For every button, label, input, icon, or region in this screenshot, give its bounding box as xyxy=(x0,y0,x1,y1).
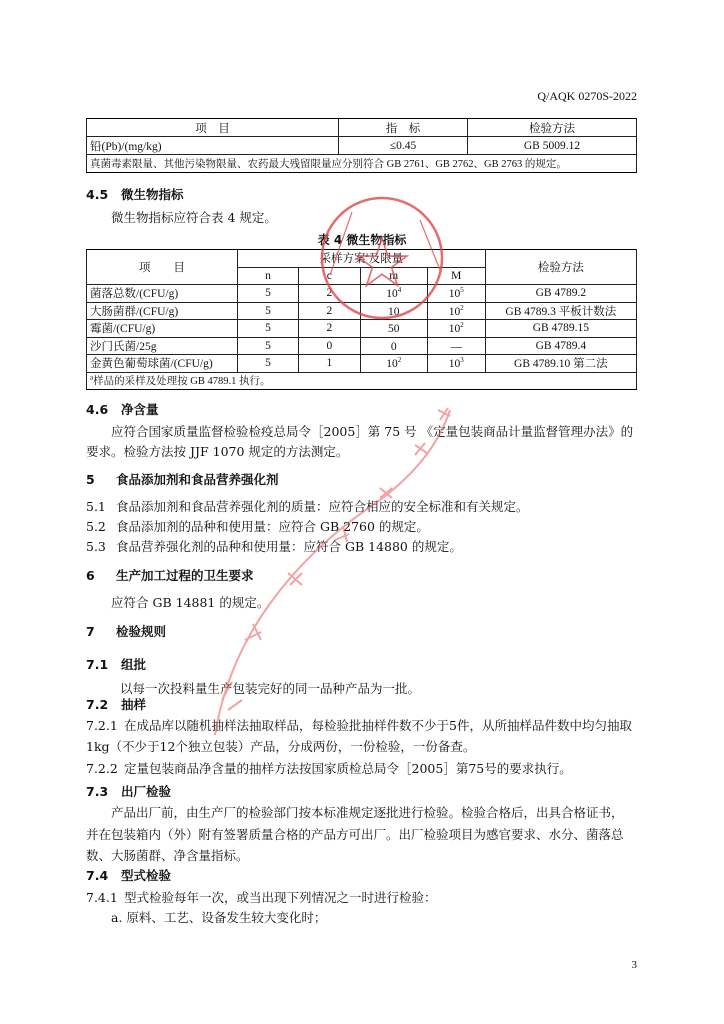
table-row: 霉菌/(CFU/g) 5 2 50 $10^2$ GB 4789.15 xyxy=(87,320,637,338)
section-5-3: 5.3 食品营养强化剂的品种和使用量：应符合 GB 14880 的规定。 xyxy=(86,539,462,554)
table-row: 菌落总数/(CFU/g) 5 2 $10^4$ $10^5$ GB 4789.2 xyxy=(87,285,637,303)
table-header: 检验方法 xyxy=(485,250,636,285)
section-7-3-line3: 数、大肠菌群、净含量指标。 xyxy=(86,848,249,863)
table-header: m xyxy=(360,267,427,285)
table-header: c xyxy=(299,267,360,285)
table-4 xyxy=(86,249,637,390)
table-header: 项 目 xyxy=(87,119,339,137)
section-4-6-heading: 4.6 净含量 xyxy=(86,402,159,417)
section-7-3-line1: 产品出厂前，由生产厂的检验部门按本标准规定逐批进行检验。检验合格后，出具合格证书， xyxy=(111,805,624,820)
section-5-heading: 5 食品添加剂和食品营养强化剂 xyxy=(86,472,279,487)
table-note: 真菌毒素限量、其他污染物限量、农药最大残留限量应分别符合 GB 2761、GB 2762、GB 2763 的规定。 xyxy=(87,155,637,173)
section-6-text: 应符合 GB 14881 的规定。 xyxy=(111,595,270,610)
table-header: 项 目 xyxy=(87,250,238,285)
table-3-continued xyxy=(86,118,637,173)
table-cell: 铅(Pb)/(mg/kg) xyxy=(87,137,339,155)
table-header: 采样方案$^a$及限量 xyxy=(237,250,485,268)
section-6-heading: 6 生产加工过程的卫生要求 xyxy=(86,568,254,583)
table-header: M xyxy=(427,267,485,285)
table-row: 沙门氏菌/25g 5 0 0 — GB 4789.4 xyxy=(87,337,637,355)
table-header: 指 标 xyxy=(339,119,468,137)
section-5-1: 5.1 食品添加剂和食品营养强化剂的质量：应符合相应的安全标准和有关规定。 xyxy=(86,499,529,514)
section-7-4-1: 7.4.1 型式检验每年一次，或当出现下列情况之一时进行检验： xyxy=(86,890,437,905)
section-7-2-heading: 7.2 抽样 xyxy=(86,697,147,712)
section-7-2-2: 7.2.2 定量包装商品净含量的抽样方法按国家质检总局令［2005］第75号的要求执行。 xyxy=(86,761,572,776)
table-row xyxy=(87,137,637,155)
section-7-heading: 7 检验规则 xyxy=(86,624,167,639)
page-number: 3 xyxy=(631,959,637,971)
table-note: $^a$样品的采样及处理按 GB 4789.1 执行。 xyxy=(87,372,637,390)
section-7-3-line2: 并在包装箱内（外）附有签署质量合格的产品方可出厂。出厂检验项目为感官要求、水分、菌落总 xyxy=(86,827,624,842)
section-7-4-heading: 7.4 型式检验 xyxy=(86,868,172,883)
section-7-1-heading: 7.1 组批 xyxy=(86,657,147,672)
section-4-5-text: 微生物指标应符合表 4 规定。 xyxy=(111,210,277,225)
table-cell: GB 5009.12 xyxy=(468,137,637,155)
section-7-1-text: 以每一次投料量生产包装完好的同一品种产品为一批。 xyxy=(120,681,421,696)
table-row: 金黄色葡萄球菌/(CFU/g) 5 1 $10^2$ $10^3$ GB 4789.10 第二法 xyxy=(87,355,637,373)
table-header: 检验方法 xyxy=(468,119,637,137)
section-4-6-text-line2: 要求。检验方法按 JJF 1070 规定的方法测定。 xyxy=(86,444,349,459)
section-4-6-text-line1: 应符合国家质量监督检验检疫总局令［2005］第 75 号 《定量包装商品计量监督管理办法》的 xyxy=(111,424,634,439)
section-5-2: 5.2 食品添加剂的品种和使用量：应符合 GB 2760 的规定。 xyxy=(86,519,429,534)
document-code: Q/AQK 0270S-2022 xyxy=(537,89,637,103)
list-item-a: a. 原料、工艺、设备发生较大变化时； xyxy=(111,910,327,925)
table-row: 大肠菌群/(CFU/g) 5 2 10 $10^2$ GB 4789.3 平板计数法 xyxy=(87,302,637,320)
table-4-caption: 表 4 微生物指标 xyxy=(317,233,407,247)
section-7-2-1-line1: 7.2.1 在成品库以随机抽样法抽取样品，每检验批抽样件数不少于5件，从所抽样品件数中均匀抽取 xyxy=(86,718,632,733)
table-header: n xyxy=(237,267,298,285)
section-4-5-heading: 4.5 微生物指标 xyxy=(86,187,184,202)
section-7-3-heading: 7.3 出厂检验 xyxy=(86,784,172,799)
table-cell: ≤0.45 xyxy=(339,137,468,155)
section-7-2-1-line2: 1kg（不少于12个独立包装）产品，分成两份，一份检验，一份备查。 xyxy=(86,739,476,754)
